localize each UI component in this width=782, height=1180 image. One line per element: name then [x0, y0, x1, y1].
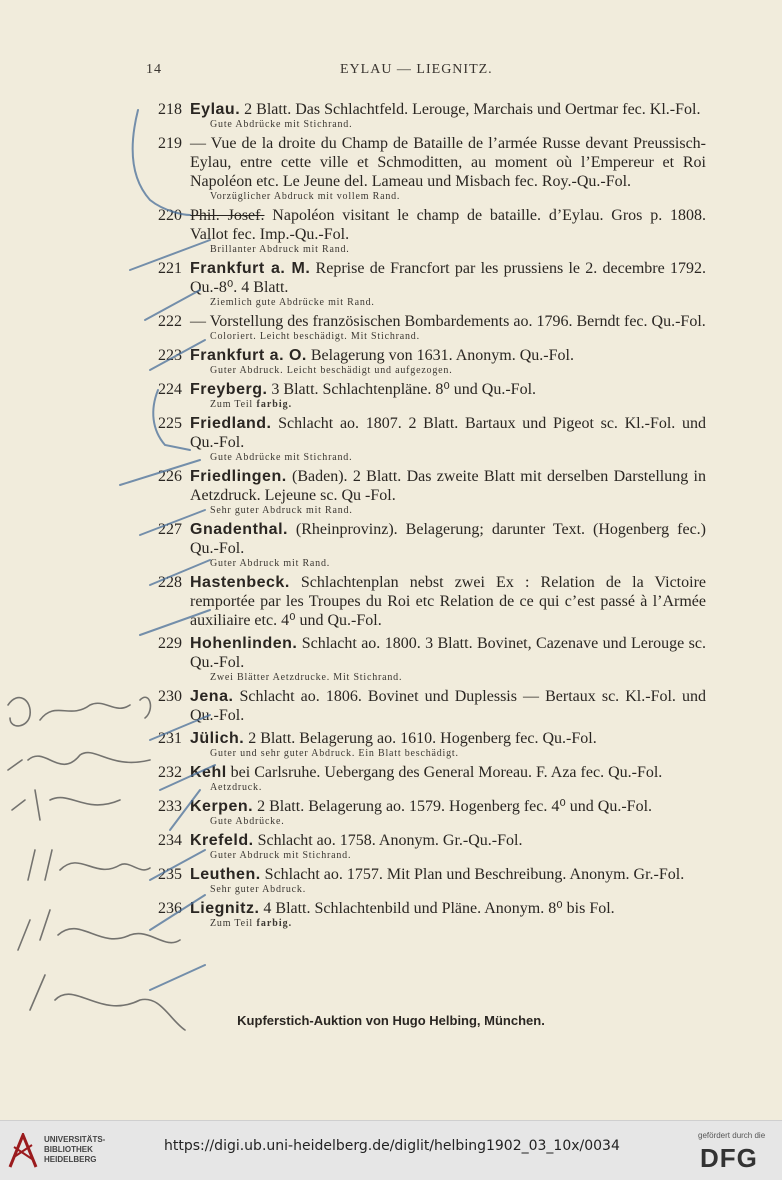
entry-text: Schlacht ao. 1800. 3 Blatt. Bovinet, Cazenave und Lerouge sc. Qu.-Fol.	[190, 635, 706, 671]
entry-description	[190, 899, 706, 918]
condition-note-text: Sehr guter Abdruck mit Rand.	[210, 505, 353, 516]
condition-note	[210, 505, 706, 517]
catalog-entry	[146, 467, 706, 517]
entry-text: Napoléon visitant le champ de bataille. d’Eylau. Gros p. 1808. Vallot fec. Imp.-Qu.-Fol.	[190, 207, 707, 243]
entry-description	[190, 687, 706, 725]
catalog-entry	[146, 634, 706, 684]
entry-text: (Rheinprovinz). Belagerung; darunter Text. (Hogenberg fec.) Qu.-Fol.	[190, 521, 706, 557]
condition-note-text: Zum Teil	[210, 399, 254, 410]
entry-place: Leuthen.	[190, 866, 261, 883]
entry-place: Frankfurt a. M.	[190, 260, 311, 277]
entry-description	[190, 831, 706, 850]
funded-by-label: gefördert durch die	[698, 1131, 766, 1140]
entry-text: — Vorstellung des französischen Bombardements ao. 1796. Berndt fec. Qu.-Fol.	[190, 313, 706, 330]
entry-place: Friedlingen.	[190, 468, 287, 485]
page-header	[0, 62, 782, 82]
entry-place: Krefeld.	[190, 832, 254, 849]
entry-text: Schlacht ao. 1757. Mit Plan und Beschreibung. Anonym. Gr.-Fol.	[260, 866, 685, 883]
condition-note-text: Gute Abdrücke.	[210, 816, 285, 827]
condition-note-text: Zwei Blätter Aetzdrucke. Mit Stichrand.	[210, 672, 403, 683]
entry-number: 219	[158, 135, 182, 152]
catalog-entry	[146, 100, 706, 131]
entry-number: 231	[158, 730, 182, 747]
entry-description	[190, 729, 706, 748]
entry-description	[190, 467, 706, 505]
entry-place: Friedland.	[190, 415, 272, 432]
entry-description	[190, 573, 706, 630]
catalog-entry	[146, 520, 706, 570]
condition-note-text: Gute Abdrücke mit Stichrand.	[210, 119, 353, 130]
entry-number: 223	[158, 347, 182, 364]
entry-number: 228	[158, 574, 182, 591]
catalog-entry	[146, 380, 706, 411]
catalog-entry	[146, 763, 706, 794]
entry-place: Liegnitz.	[190, 900, 260, 917]
condition-note-text: Aetzdruck.	[210, 782, 263, 793]
entry-number: 226	[158, 468, 182, 485]
page-number: 14	[146, 62, 162, 77]
entry-description	[190, 206, 706, 244]
condition-note	[210, 672, 706, 684]
condition-note-text: Guter und sehr guter Abdruck. Ein Blatt beschädigt.	[210, 748, 459, 759]
entry-place: Jülich.	[190, 730, 245, 747]
library-line-1: UNIVERSITÄTS-	[44, 1135, 106, 1144]
catalog-entry	[146, 573, 706, 634]
catalog-entry	[146, 312, 706, 343]
entry-text: Schlacht ao. 1758. Anonym. Gr.-Qu.-Fol.	[253, 832, 523, 849]
entry-place: Kehl	[190, 764, 227, 781]
condition-note-text: Zum Teil	[210, 918, 254, 929]
entry-number: 232	[158, 764, 182, 781]
catalog-entries	[146, 100, 706, 933]
condition-note-text: Guter Abdruck. Leicht beschädigt und aufgezogen.	[210, 365, 453, 376]
condition-note	[210, 748, 706, 760]
entry-text: 2 Blatt. Das Schlachtfeld. Lerouge, Marchais und Oertmar fec. Kl.-Fol.	[240, 101, 701, 118]
catalog-entry	[146, 206, 706, 256]
catalog-entry	[146, 831, 706, 862]
entry-number: 227	[158, 521, 182, 538]
library-line-3: HEIDELBERG	[44, 1155, 97, 1164]
entry-description	[190, 763, 706, 782]
condition-note	[210, 452, 706, 464]
entry-text: 4 Blatt. Schlachtenbild und Pläne. Anonym. 8⁰ bis Fol.	[259, 900, 615, 917]
condition-note	[210, 365, 706, 377]
permalink-url[interactable]: https://digi.ub.uni-heidelberg.de/diglit/helbing1902_03_10x/0034	[164, 1138, 620, 1154]
condition-note	[210, 191, 706, 203]
entry-description	[190, 100, 706, 119]
condition-note-text: Brillanter Abdruck mit Rand.	[210, 244, 350, 255]
condition-note	[210, 119, 706, 131]
entry-text: (Baden). 2 Blatt. Das zweite Blatt mit derselben Darstellung in Aetzdruck. Lejeune sc. Qu -Fol.	[190, 468, 706, 504]
entry-description	[190, 259, 706, 297]
entry-number: 225	[158, 415, 182, 432]
page-title: EYLAU — LIEGNITZ.	[340, 62, 493, 77]
entry-place: Frankfurt a. O.	[190, 347, 307, 364]
condition-note	[210, 399, 706, 411]
entry-description	[190, 797, 706, 816]
condition-note	[210, 244, 706, 256]
entry-place: Freyberg.	[190, 381, 268, 398]
entry-text: 3 Blatt. Schlachtenpläne. 8⁰ und Qu.-Fol.	[267, 381, 537, 398]
condition-note	[210, 782, 706, 794]
entry-place: Eylau.	[190, 101, 241, 118]
catalog-entry	[146, 899, 706, 930]
entry-number: 218	[158, 101, 182, 118]
catalog-entry	[146, 414, 706, 464]
condition-note-bold: farbig.	[253, 399, 293, 410]
condition-note	[210, 816, 706, 828]
entry-number: 236	[158, 900, 182, 917]
dfg-logo: DFG	[700, 1143, 758, 1173]
entry-place: Jena.	[190, 688, 234, 705]
condition-note-text: Ziemlich gute Abdrücke mit Rand.	[210, 297, 375, 308]
entry-place: Kerpen.	[190, 798, 254, 815]
condition-note	[210, 884, 706, 896]
catalog-entry	[146, 797, 706, 828]
catalog-entry	[146, 346, 706, 377]
university-logo-icon	[8, 1133, 38, 1169]
entry-number: 222	[158, 313, 182, 330]
entry-place: Hohenlinden.	[190, 635, 298, 652]
catalog-entry	[146, 865, 706, 896]
entry-description	[190, 414, 706, 452]
auction-footer: Kupferstich-Auktion von Hugo Helbing, München.	[237, 1013, 545, 1028]
entry-number: 230	[158, 688, 182, 705]
entry-number: 220	[158, 207, 182, 224]
library-name	[44, 1135, 105, 1165]
entry-description	[190, 380, 706, 399]
condition-note-text: Vorzüglicher Abdruck mit vollem Rand.	[210, 191, 401, 202]
condition-note	[210, 558, 706, 570]
condition-note-text: Gute Abdrücke mit Stichrand.	[210, 452, 353, 463]
entry-text: 2 Blatt. Belagerung ao. 1610. Hogenberg fec. Qu.-Fol.	[244, 730, 597, 747]
entry-place: Hastenbeck.	[190, 574, 290, 591]
condition-note-text: Sehr guter Abdruck.	[210, 884, 307, 895]
catalog-entry	[146, 687, 706, 729]
condition-note	[210, 331, 706, 343]
condition-note	[210, 850, 706, 862]
catalog-entry	[146, 259, 706, 309]
struck-text: Phil. Josef.	[190, 207, 265, 224]
entry-number: 224	[158, 381, 182, 398]
condition-note-bold: farbig.	[253, 918, 293, 929]
entry-text: Schlacht ao. 1806. Bovinet und Duplessis — Bertaux sc. Kl.-Fol. und Qu.-Fol.	[190, 688, 706, 724]
entry-number: 234	[158, 832, 182, 849]
entry-place: Gnadenthal.	[190, 521, 288, 538]
entry-number: 235	[158, 866, 182, 883]
entry-description	[190, 346, 706, 365]
entry-description	[190, 865, 706, 884]
entry-text: — Vue de la droite du Champ de Bataille de l’armée Russe devant Preussisch-Eylau, entre cette ville et Schmoditten, au moment où l’Empereur et Roi Napoléon etc. Le Jeune del. Lameau und Misbach fec. Roy.-Qu.-Fol.	[190, 135, 706, 190]
entry-description	[190, 634, 706, 672]
entry-text: Reprise de Francfort par les prussiens le 2. decembre 1792. Qu.-8⁰. 4 Blatt.	[190, 260, 706, 296]
entry-number: 233	[158, 798, 182, 815]
condition-note-text: Guter Abdruck mit Stichrand.	[210, 850, 352, 861]
catalog-entry	[146, 134, 706, 203]
entry-text: 2 Blatt. Belagerung ao. 1579. Hogenberg fec. 4⁰ und Qu.-Fol.	[253, 798, 653, 815]
entry-description	[190, 312, 706, 331]
entry-text: Schlacht ao. 1807. 2 Blatt. Bartaux und Pigeot sc. Kl.-Fol. und Qu.-Fol.	[190, 415, 706, 451]
condition-note	[210, 918, 706, 930]
condition-note-text: Guter Abdruck mit Rand.	[210, 558, 331, 569]
entry-number: 221	[158, 260, 182, 277]
entry-description	[190, 134, 706, 191]
viewer-bottom-bar	[0, 1120, 782, 1180]
condition-note-text: Coloriert. Leicht beschädigt. Mit Stichrand.	[210, 331, 420, 342]
entry-text: bei Carlsruhe. Uebergang des General Moreau. F. Aza fec. Qu.-Fol.	[226, 764, 663, 781]
entry-number: 229	[158, 635, 182, 652]
library-line-2: BIBLIOTHEK	[44, 1145, 93, 1154]
entry-description	[190, 520, 706, 558]
catalog-entry	[146, 729, 706, 760]
entry-text: Schlachtenplan nebst zwei Ex : Relation de la Victoire remportée par les Troupes du Roi etc Relation de ce qui c’est passé à l’Armée auxiliaire etc. 4⁰ und Qu.-Fol.	[190, 574, 706, 629]
condition-note	[210, 297, 706, 309]
entry-text: Belagerung von 1631. Anonym. Qu.-Fol.	[306, 347, 574, 364]
